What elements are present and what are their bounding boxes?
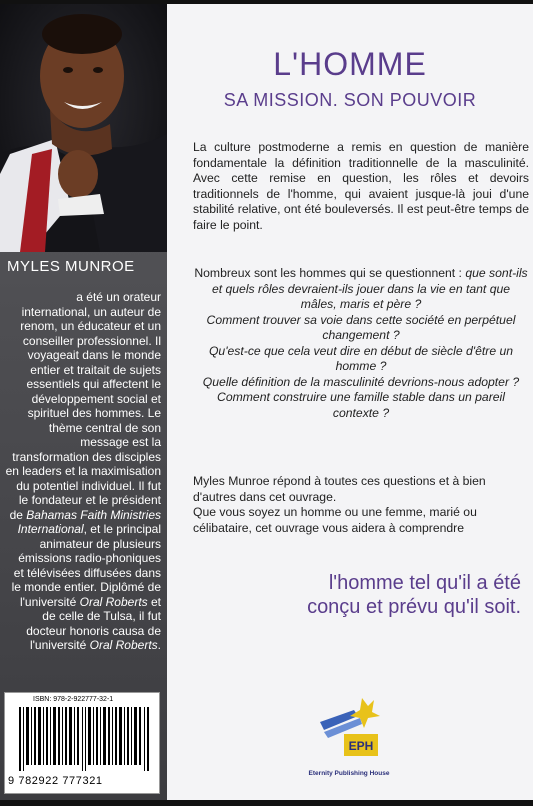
book-subtitle: SA MISSION. SON POUVOIR	[223, 90, 477, 110]
publisher-logo-text: EPH	[348, 739, 374, 753]
question-2: Comment trouver sa voie dans cette société en perpétuel changement ?	[206, 312, 516, 342]
tagline	[181, 571, 521, 619]
book-title: L'HOMME	[273, 46, 427, 82]
author-bio	[5, 290, 161, 653]
closing-paragraph	[193, 474, 529, 536]
publisher-name: Eternity Publishing House	[308, 770, 390, 777]
bio-text-1: a été un orateur international, un auteur de renom, un éducateur et un conseiller professionnel. Il voyageait dans le monde entier et traitait de sujets essentiels qui affectent le développement social et spirituel des hommes. Le thème central de son message est la transformation des disciples en leaders et la maximisation du potentiel individuel. Il fut le fondateur et le président de	[5, 290, 161, 522]
bio-text-3: et de celle de Tulsa, il fut docteur honoris causa de l'université	[26, 594, 161, 652]
bio-text-2: , et le principal animateur de plusieurs émissions radio-phoniques et télévisées diffusées dans le monde entier. Diplômé de l'université	[11, 522, 161, 609]
question-3: Qu'est-ce que cela veut dire en début de siècle d'être un homme ?	[208, 343, 514, 373]
author-portrait-image	[0, 4, 167, 252]
author-name: MYLES MUNROE	[7, 258, 135, 275]
tagline-line-2: conçu et prévu qu'il soit.	[307, 596, 521, 618]
author-photo	[0, 4, 167, 252]
bottom-border	[0, 800, 533, 806]
left-column	[0, 4, 167, 800]
closing-line-1: Myles Munroe répond à toutes ces questions et à bien d'autres dans cet ouvrage.	[193, 474, 486, 504]
bio-university-2: Oral Roberts	[89, 638, 158, 652]
bio-organization: Bahamas Faith Ministries International	[17, 507, 161, 536]
right-column	[167, 4, 533, 800]
question-1: que sont-ils et quels rôles devraient-ils jouer dans la vie en tant que mâles, maris et père ?	[211, 266, 528, 311]
publisher-logo	[314, 692, 384, 762]
questions-paragraph	[193, 266, 529, 421]
bio-text-4: .	[157, 638, 161, 652]
question-5: Comment construire une famille stable dans un pareil contexte ?	[217, 390, 505, 420]
barcode-number: 9 782922 777321	[8, 775, 103, 787]
question-4: Quelle définition de la masculinité devrions-nous adopter ?	[202, 374, 520, 389]
questions-intro: Nombreux sont les hommes qui se questionnent :	[194, 266, 466, 280]
barcode-box	[4, 692, 160, 794]
closing-line-2: Que vous soyez un homme ou une femme, marié ou célibataire, cet ouvrage vous aidera à comprendre	[193, 505, 477, 535]
isbn-label: ISBN: 978-2-922777-32-1	[33, 696, 114, 703]
bio-university-1: Oral Roberts	[79, 594, 148, 609]
intro-paragraph: La culture postmoderne a remis en question de manière fondamentale la définition traditionnelle de la masculinité. Avec cette remise en question, les rôles et devoirs traditionnels de l'homme, qui avaient jusque-là joui d'une stabilité relative, ont été bouleversés. Il est peut-être temps de faire le point.	[193, 140, 529, 232]
tagline-line-1: l'homme tel qu'il a été	[328, 572, 521, 594]
barcode-bars	[19, 707, 151, 771]
